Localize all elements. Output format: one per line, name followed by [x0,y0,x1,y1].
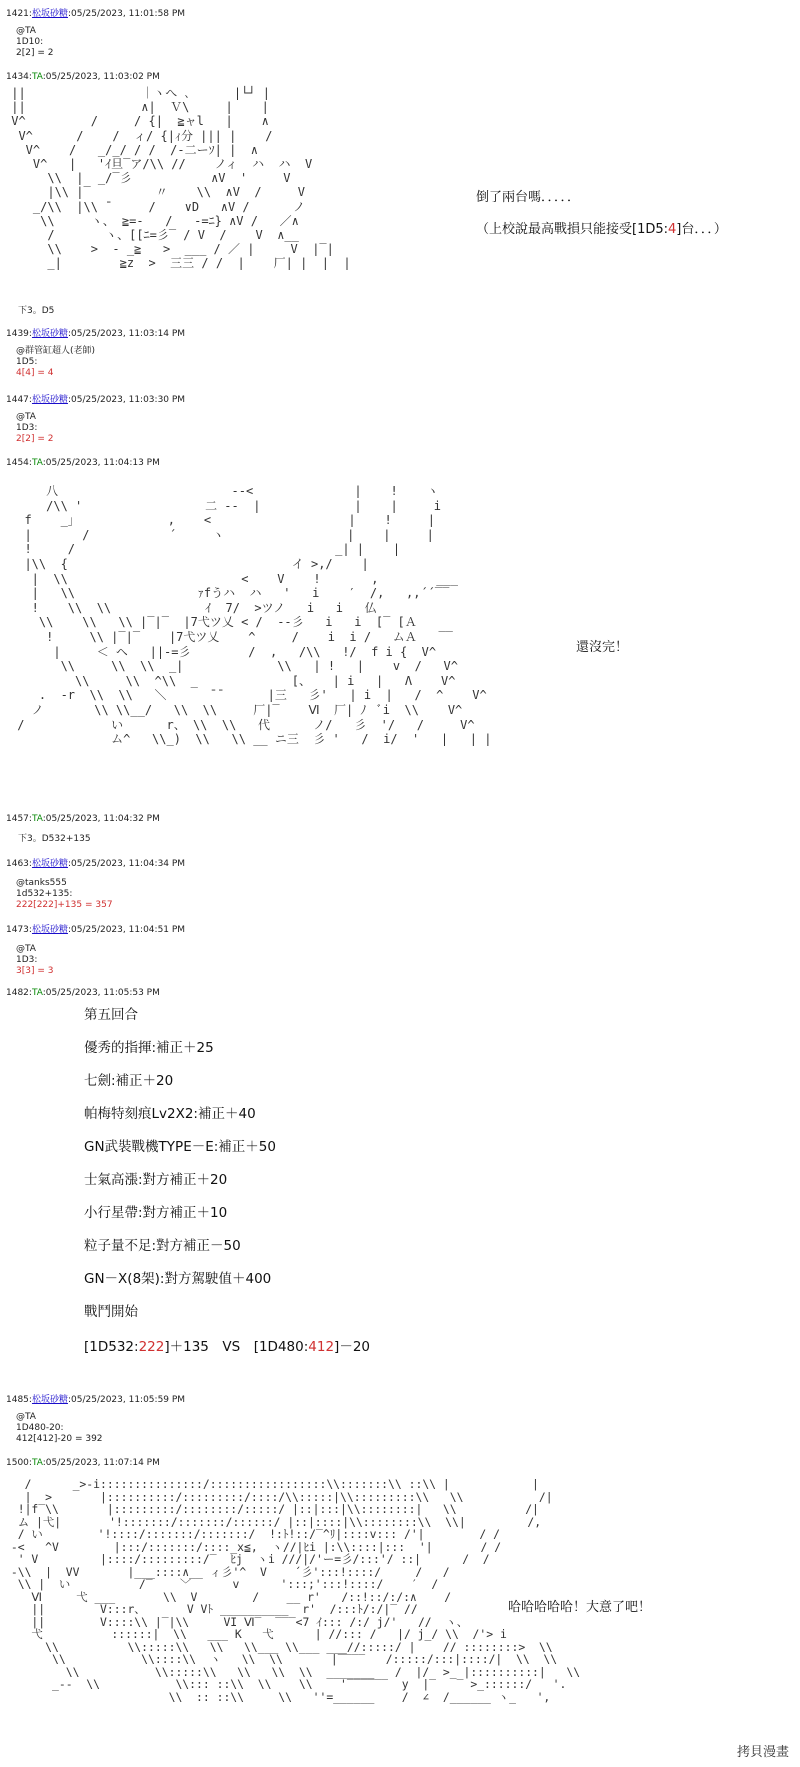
post-timestamp: :05/25/2023, 11:05:53 PM [42,988,160,998]
post-number[interactable]: 1473 [6,925,29,935]
modifier-line: 粒子量不足:對方補正－50 [84,1238,241,1254]
poster-name-link[interactable]: 松坂砂糖 [31,925,68,935]
mention: @tanks555 [16,878,67,888]
post-body [16,1412,103,1445]
poster-name-link[interactable]: 松坂砂糖 [31,395,68,405]
dice-part: ]－20 [334,1339,370,1355]
modifier-line: 帕梅特刻痕Lv2X2:補正＋40 [84,1106,256,1122]
modifier-line: 士氣高漲:對方補正＋20 [84,1172,228,1188]
speech-text: 還沒完！ [576,640,629,655]
ascii-art-character-1: || ｜ヽへ ､ |└┘ | || ∧| Ｖ\ | | V^ / / {| ≧ャl | ∧ V^ / / ィ/ {|ｨ分 ||| | / V^ / _/_/ / / /-二ーｿ| | ∧ V^ | 'ｲ旦‾ア/\\ // ノィ ハ ハ V \\ | _/‾彡 ∧V ' V |\\ |‾ 〃 \\ ∧V / V _/\\ |\\ ̄ / ∨D ∧V / ノ \\ ヽ、 ≧=- / -=ﾆ} ∧V / ／∧ / ヽ、[[ﾆ=彡‾ / V / V ∧__ \\ > - _≧ > ___ / ／ | V |‾| _| ≧z > 三三 / / | 厂| | | | [11,86,351,271]
dice-command: 1d532+135: [16,889,73,899]
post-timestamp: :05/25/2023, 11:05:59 PM [67,1395,186,1405]
post-number[interactable]: 1463 [6,859,29,869]
modifier-line: 優秀的指揮:補正＋25 [84,1040,214,1056]
dice-result: 2[2] = 2 [16,48,54,58]
post-number[interactable]: 1500 [6,1458,29,1468]
poster-name-link[interactable]: 松坂砂糖 [31,859,68,869]
speech-text: 哈哈哈哈哈！大意了吧！ [508,1600,652,1615]
modifier-line: 小行星帶:對方補正＋10 [84,1205,228,1221]
post-number[interactable]: 1482 [6,988,29,998]
post-body [16,878,113,911]
modifier-line: GN－X(8架):對方駕駛值＋400 [84,1271,272,1287]
post-timestamp: :05/25/2023, 11:03:14 PM [67,329,186,339]
post-body [16,346,95,379]
dice-value: 4 [668,222,677,237]
post-number[interactable]: 1421 [6,9,29,19]
post-timestamp: :05/25/2023, 11:03:30 PM [67,395,186,405]
dice-result: 3[3] = 3 [16,966,54,976]
poster-name-link[interactable]: 松坂砂糖 [31,329,68,339]
dice-part: ]＋135 VS [1D480: [164,1339,309,1355]
mention: @群管缸超人(老師) [16,346,96,356]
speech-text-roll [476,218,727,237]
post-number[interactable]: 1457 [6,814,29,824]
dice-result: 2[2] = 2 [16,434,54,444]
poster-name: TA [31,814,43,824]
post-number[interactable]: 1439 [6,329,29,339]
ascii-art-character-2: / _>-i:::::::::::::::/:::::::::::::::::\\:::::::\\ ::\\ | | | > |::::::::::/:::::::::/::::/\\:::::|\\:::::::::\\ \\ /| !|f‾\\ |:::::::::/::::::::/:::::/ |::|:::|\\::::::::| \\ /| ム |弋| '!:::::::/:::::::/::::::/ |::|::::|\\::::::::\\ \\| /, / い '!::::/:::::::/:::::::/ !:ﾄ!::/‾^ﾘ|::::v::: /'| / / -< ^V |:::/:::::::/::::_x≦, ヽ//|ﾋi |:\\::::|::: '| / / ' V |::::/:::::::::/‾ ﾋj ヽi ///|/'ー=彡/:::'/ ::| / / -\\ | VV |___::::∧__ ィ彡'^ V ´彡':::!::::/ / / \\ | い /‾ ﹀ v ':::;':::!::::/ ′ / Ⅵ 弋 ___ \\ V / __ r' /::!::/:/:∧ / || V:::r、 V Vﾄ __________ r' /:::ﾄ/:/|‾ // || V::::\\ |‾|\\ VI Ⅵ‾ ‾‾‾<7 ｲ::: /:/ j/' // ヽ、 弋 ::::::| \\ ___ K 弋 | //::: / |/ j_/ \\ /'> i \\ \\:::::\\ \\ \\___ \\___ ___//:::::/ | // ::::::::> \\ \\ \\::::\\ ヽ \\ \\ |‾‾‾‾ /:::::/:::|::::/| \\ \\ \\ \\:::::\\ \\ \\ \\ _______ / |/ >_ |::::::::::| \\ _-- \\ \\::: ::\\ \\ \\ '‾‾‾‾‾‾ y |‾ ‾ >_::::::/ '. \\ :: ::\\ \\ ''=______ / ∠ /______ ヽ_ ', [10,1477,581,1704]
dice-result: 412[412]-20 = 392 [16,1434,103,1444]
dice-command: 1D3: [16,423,38,433]
watermark: 拷貝漫畫 [734,1740,792,1761]
speech-part: ]台．．．） [676,222,727,237]
post-timestamp: :05/25/2023, 11:04:51 PM [67,925,186,935]
post-number[interactable]: 1485 [6,1395,29,1405]
mention: @TA [16,944,36,954]
post-number[interactable]: 1454 [6,458,29,468]
mention: @TA [16,26,36,36]
post-header: 1500:TA:05/25/2023, 11:07:14 PM [6,1458,160,1468]
dice-command: 1D10: [16,37,44,47]
dice-result: 4[4] = 4 [16,368,54,378]
post-number[interactable]: 1434 [6,72,29,82]
post-body [16,26,53,59]
dice-value: 412 [308,1339,335,1355]
post-timestamp: :05/25/2023, 11:04:34 PM [67,859,186,869]
post-header: 1485:松坂砂糖:05/25/2023, 11:05:59 PM [6,1395,186,1405]
poster-name: TA [31,458,43,468]
poster-name: TA [31,988,43,998]
post-timestamp: :05/25/2023, 11:07:14 PM [42,1458,160,1468]
post-timestamp: :05/25/2023, 11:03:02 PM [42,72,160,82]
post-header: 1447:松坂砂糖:05/25/2023, 11:03:30 PM [6,395,186,405]
dice-command: 1D5: [16,357,38,367]
post-timestamp: :05/25/2023, 11:04:13 PM [42,458,160,468]
dice-part: [1D532: [84,1339,139,1355]
speech-text: 倒了兩台嗎．．．．． [476,190,581,205]
post-timestamp: :05/25/2023, 11:01:58 PM [67,9,186,19]
speech-part: （上校說最高戰損只能接受[1D5: [476,222,669,237]
post-header: 1482:TA:05/25/2023, 11:05:53 PM [6,988,160,998]
modifier-line: GN武裝戰機TYPE－E:補正＋50 [84,1139,276,1155]
post-body [16,412,53,445]
post-body [16,944,53,977]
poster-name-link[interactable]: 松坂砂糖 [31,1395,68,1405]
mention: @TA [16,412,36,422]
dice-comparison [84,1335,370,1355]
post-timestamp: :05/25/2023, 11:04:32 PM [42,814,160,824]
post-header: 1463:松坂砂糖:05/25/2023, 11:04:34 PM [6,859,186,869]
post-header: 1457:TA:05/25/2023, 11:04:32 PM [6,814,160,824]
round-summary [84,1005,370,1355]
poster-name: TA [31,1458,43,1468]
battle-start: 戰鬥開始 [84,1304,138,1320]
post-header: 1473:松坂砂糖:05/25/2023, 11:04:51 PM [6,925,186,935]
post-header: 1421:松坂砂糖:05/25/2023, 11:01:58 PM [6,9,186,19]
poster-name-link[interactable]: 松坂砂糖 [31,9,68,19]
dice-command: 1D3: [16,955,38,965]
post-header: 1434:TA:05/25/2023, 11:03:02 PM [6,72,160,82]
modifier-line: 七劍:補正＋20 [84,1073,174,1089]
dice-command: 1D480-20: [16,1423,64,1433]
ascii-art-battle-1: 八 --< | ! ヽ /\\ ' 二 -- | | | i f _｣ , < | ! | | / ´ ヽ | | | ! / _| | | |\\ { イ >,/ | | \\ < V ! , ___ | \\ ｧfうハ ハ ' i ′ /, ,,´´‾‾ ! \\ \\ ｲ 7/ >ツノ i i 仏 \\ \\ \\ |‾|‾ |7弋ツ乂 < / --彡 i i [‾ [Ａ ! \\ |‾|‾ |7弋ツ乂 ^ / i i / ムＡ ‾‾ | ＜ ヘ ||-=彡 / , /\\ !/ f i { V^ \\ \\ \\ _| \\ | ! | v / V^ \\ \\ ^\\ _ [、 | i | Λ V^ . -r \\ \\ ＼ ¯¯ |三 彡' | i | / ^ V^ ノ \\ \\__/ \\ \\ 厂|‾ Ⅵ 厂| ﾉ ﾞi \\ V^ / い r、 \\ \\ 代 ノ/ 彡 '/ / V^ ム^ \\_) \\ \\ __ ニ三 彡 ' / i/ ' | | | [17,484,492,747]
post-footer-text: 下3。D5 [18,306,55,316]
post-footer-text: 下3。D532+135 [18,834,91,844]
post-number[interactable]: 1447 [6,395,29,405]
dice-value: 222 [138,1339,165,1355]
post-header: 1439:松坂砂糖:05/25/2023, 11:03:14 PM [6,329,186,339]
round-title: 第五回合 [84,1007,138,1023]
mention: @TA [16,1412,36,1422]
post-header: 1454:TA:05/25/2023, 11:04:13 PM [6,458,160,468]
dice-result: 222[222]+135 = 357 [16,900,113,910]
poster-name: TA [31,72,43,82]
